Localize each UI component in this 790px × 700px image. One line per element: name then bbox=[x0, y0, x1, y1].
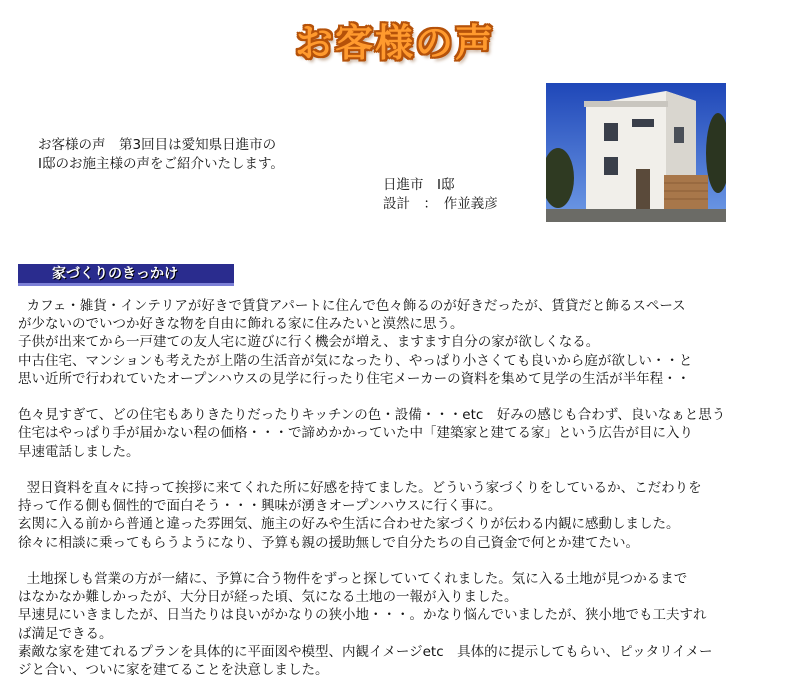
paragraph-gap bbox=[18, 388, 788, 406]
paragraph-gap bbox=[18, 552, 788, 570]
body-line: 素敵な家を建てれるプランを具体的に平面図や模型、内観イメージetc 具体的に提示してもらい、ピッタリイメー bbox=[18, 643, 713, 660]
body-line: 子供が出来てから一戸建ての友人宅に遊びに行く機会が増え、ますます自分の家が欲しくなる。 bbox=[18, 334, 600, 351]
body-line: 色々見すぎて、どの住宅もありきたりだったりキッチンの色・設備・・・etc 好みの感じも合わず、良いなぁと思う bbox=[18, 407, 726, 424]
intro-text bbox=[38, 136, 284, 174]
intro-line: お客様の声 第3回目は愛知県日進市の bbox=[38, 137, 277, 153]
body-line: はなかなか難しかったが、大分日が経った頃、気になる土地の一報が入りました。 bbox=[18, 589, 518, 606]
body-text bbox=[18, 297, 788, 679]
body-line: 翌日資料を直々に持って挨拶に来てくれた所に好感を持てました。どういう家づくりをしているか、こだわりを bbox=[18, 480, 702, 496]
page-title: お客様の声 bbox=[294, 21, 495, 65]
designer-credit: 設計 ： 作並義彦 bbox=[383, 196, 498, 212]
body-line: が少ないのでいつか好きな物を自由に飾れる家に住みたいと漠然に思う。 bbox=[18, 316, 464, 333]
body-line: 徐々に相談に乗ってもらうようになり、予算も親の援助無しで自分たちの自己資金で何とか建てたい。 bbox=[18, 534, 639, 551]
body-line: 住宅はやっぱり手が届かない程の価格・・・で諦めかかっていた中「建築家と建てる家」という広告が目に入り bbox=[18, 425, 693, 442]
body-line: 早速見にいきましたが、日当たりは良いがかなりの狭小地・・・。かなり悩んでいましたが、狭小地でも工夫すれ bbox=[18, 607, 707, 624]
intro-line: I邸のお施主様の声をご紹介いたします。 bbox=[38, 156, 284, 172]
house-location: 日進市 I邸 bbox=[383, 177, 455, 193]
section-header bbox=[18, 264, 234, 286]
house-credit bbox=[383, 176, 498, 214]
body-line: 玄関に入る前から普通と違った雰囲気、施主の好みや生活に合わせた家づくりが伝わる内観に感動しました。 bbox=[18, 516, 680, 533]
body-line: カフェ・雑貨・インテリアが好きで賃貸アパートに住んで色々飾るのが好きだったが、賃貸だと飾るスペース bbox=[18, 298, 686, 314]
body-line: 土地探しも営業の方が一緒に、予算に合う物件をずっと探していてくれました。気に入る土地が見つかるまで bbox=[18, 571, 688, 587]
section-heading: 家づくりのきっかけ bbox=[52, 266, 178, 282]
body-line: 思い近所で行われていたオープンハウスの見学に行ったり住宅メーカーの資料を集めて見学の生活が半年程・・ bbox=[18, 370, 691, 387]
body-line: ば満足できる。 bbox=[18, 625, 113, 642]
body-line: ジと合い、ついに家を建てることを決意しました。 bbox=[18, 662, 329, 679]
house-photo-image bbox=[546, 83, 726, 222]
paragraph-gap bbox=[18, 461, 788, 479]
house-photo bbox=[546, 83, 726, 222]
body-line: 早速電話しました。 bbox=[18, 443, 140, 460]
body-line: 中古住宅、マンションも考えたが上階の生活音が気になったり、やっぱり小さくても良いから庭が欲しい・・と bbox=[18, 352, 693, 369]
body-line: 持って作る側も個性的で面白そう・・・興味が湧きオープンハウスに行く事に。 bbox=[18, 498, 502, 515]
